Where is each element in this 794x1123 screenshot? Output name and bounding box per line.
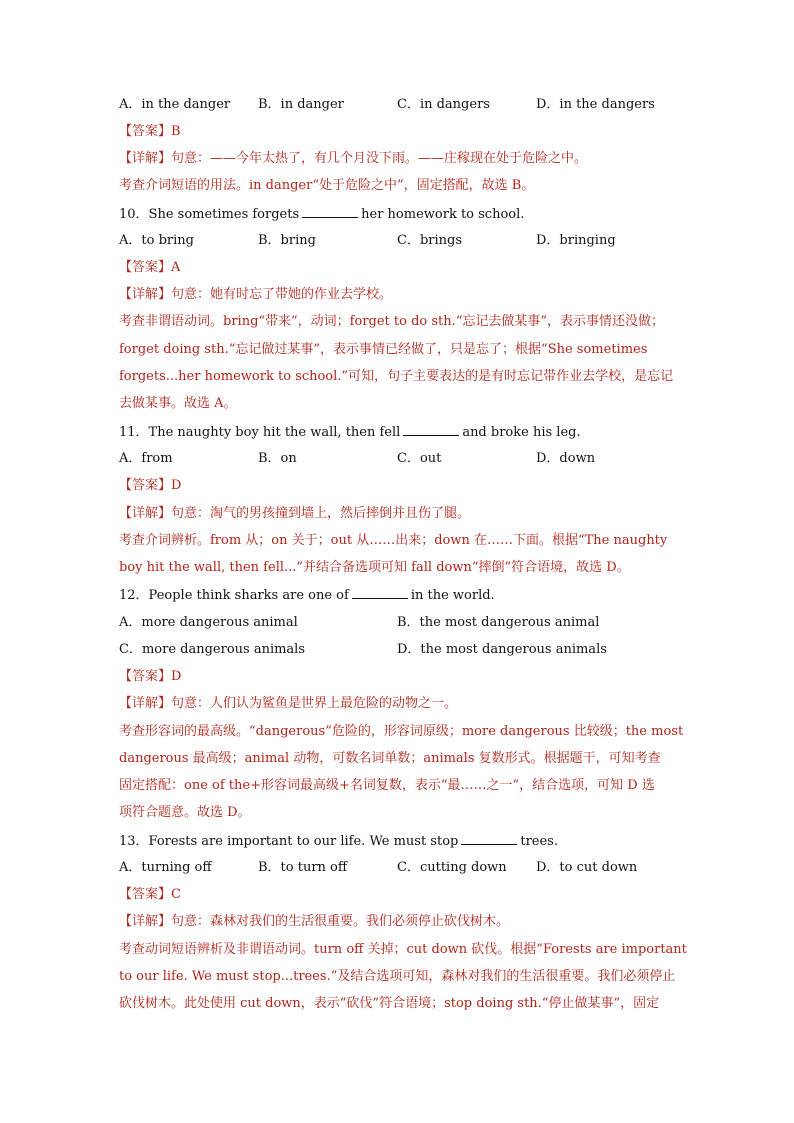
- q12-option-a: A．more dangerous animal: [119, 615, 298, 630]
- q10-option-d: D．bringing: [536, 233, 616, 248]
- q13-detail: 【详解】句意：森林对我们的生活很重要。我们必须停止砍伐树木。: [119, 914, 510, 929]
- q13-analysis-line: 考查动词短语辨析及非谓语动词。turn off 关掉；cut down 砍伐。根据“Forests are important: [119, 942, 687, 957]
- q10-detail: 【详解】句意：她有时忘了带她的作业去学校。: [119, 287, 393, 302]
- answer-blank: [302, 205, 358, 218]
- q13-option-a: A．turning off: [119, 860, 212, 875]
- q9-option-a: A．in the danger: [119, 97, 231, 112]
- q12-analysis-line: 项符合题意。故选 D。: [119, 805, 251, 820]
- q9-option-d: D．in the dangers: [536, 97, 655, 112]
- q10-analysis-line: forgets...her homework to school.”可知，句子主要表达的是有时忘记带作业去学校，是忘记: [119, 369, 674, 384]
- q10-stem: 10．She sometimes forgets her homework to school.: [119, 207, 525, 222]
- q11-option-a: A．from: [119, 451, 173, 466]
- q10-answer: 【答案】A: [119, 260, 181, 275]
- q12-stem: 12．People think sharks are one of in the world.: [119, 588, 495, 603]
- q13-option-d: D．to cut down: [536, 860, 638, 875]
- q9-option-b: B．in danger: [258, 97, 344, 112]
- q11-option-c: C．out: [397, 451, 442, 466]
- q10-analysis-line: 考查非谓语动词。bring“带来”，动词；forget to do sth.“忘记去做某事”，表示事情还没做；: [119, 314, 665, 329]
- answer-blank: [403, 423, 459, 436]
- q12-analysis-line: 固定搭配：one of the+形容词最高级+名词复数，表示“最……之一”，结合选项，可知 D 选: [119, 778, 655, 793]
- q13-analysis-line: to our life. We must stop...trees.”及结合选项可知，森林对我们的生活很重要。我们必须停止: [119, 969, 676, 984]
- answer-blank: [352, 586, 408, 599]
- q11-answer: 【答案】D: [119, 478, 182, 493]
- q13-answer: 【答案】C: [119, 887, 181, 902]
- q12-option-d: D．the most dangerous animals: [397, 642, 607, 657]
- q9-analysis-line: 考查介词短语的用法。in danger“处于危险之中”，固定搭配，故选 B。: [119, 178, 535, 193]
- q13-analysis-line: 砍伐树木。此处使用 cut down，表示“砍伐”符合语境；stop doing sth.“停止做某事”，固定: [119, 996, 660, 1011]
- q10-analysis-line: forget doing sth.“忘记做过某事”，表示事情已经做了，只是忘了；根据“She sometimes: [119, 342, 648, 357]
- q10-option-b: B．bring: [258, 233, 316, 248]
- q12-analysis-line: dangerous 最高级；animal 动物，可数名词单数；animals 复数形式。根据题干，可知考查: [119, 751, 661, 766]
- q12-option-c: C．more dangerous animals: [119, 642, 306, 657]
- q12-answer: 【答案】D: [119, 669, 182, 684]
- q10-analysis-line: 去做某事。故选 A。: [119, 396, 237, 411]
- q10-option-a: A．to bring: [119, 233, 194, 248]
- q12-analysis-line: 考查形容词的最高级。“dangerous”危险的，形容词原级；more dangerous 比较级；the most: [119, 724, 684, 739]
- q10-option-c: C．brings: [397, 233, 463, 248]
- q13-option-b: B．to turn off: [258, 860, 348, 875]
- q11-option-b: B．on: [258, 451, 297, 466]
- answer-blank: [461, 832, 517, 845]
- q13-stem: 13．Forests are important to our life. We must stop trees.: [119, 834, 558, 849]
- q11-option-d: D．down: [536, 451, 596, 466]
- q11-detail: 【详解】句意：淘气的男孩撞到墙上，然后摔倒并且伤了腿。: [119, 506, 471, 521]
- q11-stem: 11．The naughty boy hit the wall, then fell and broke his leg.: [119, 425, 581, 440]
- q9-answer: 【答案】B: [119, 124, 181, 139]
- q9-detail: 【详解】句意：——今年太热了，有几个月没下雨。——庄稼现在处于危险之中。: [119, 151, 588, 166]
- q12-option-b: B．the most dangerous animal: [397, 615, 600, 630]
- q11-analysis-line: boy hit the wall, then fell...”并结合备选项可知 fall down“摔倒”符合语境，故选 D。: [119, 560, 630, 575]
- q11-analysis-line: 考查介词辨析。from 从；on 关于；out 从……出来；down 在……下面。根据“The naughty: [119, 533, 668, 548]
- q13-option-c: C．cutting down: [397, 860, 507, 875]
- q12-detail: 【详解】句意：人们认为鲨鱼是世界上最危险的动物之一。: [119, 696, 458, 711]
- q9-option-c: C．in dangers: [397, 97, 490, 112]
